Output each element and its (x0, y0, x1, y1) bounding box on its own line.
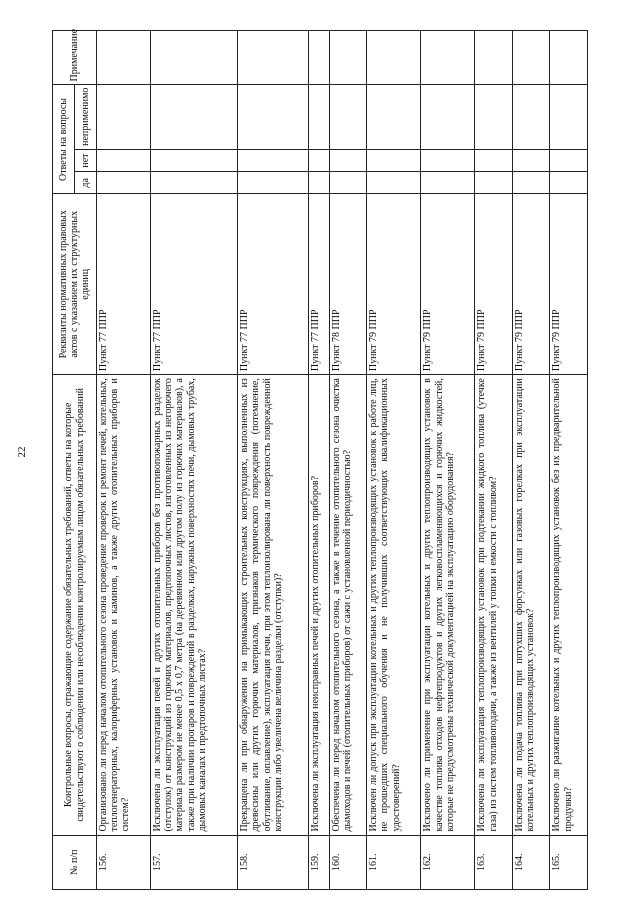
answer-no-cell[interactable] (97, 149, 151, 171)
row-question: Исключена ли эксплуатация неисправных печей и других отопительных приборов? (308, 375, 329, 835)
answer-yes-cell[interactable] (475, 172, 513, 194)
answer-no-cell[interactable] (329, 149, 367, 171)
answer-na-cell[interactable] (151, 85, 238, 149)
row-number: 160. (329, 835, 367, 889)
header-num: № п/п (53, 835, 97, 889)
table-row (550, 31, 588, 890)
row-number: 158. (238, 835, 309, 889)
row-question: Исключено ли применение при эксплуатации котельных и других теплопроизводящих установок в качестве топлива отходов нефтепродуктов и других легковоспламеняющихся и горючих жидкостей, которые не предусмотрены технической документацией на эксплуатацию оборудования? (421, 375, 475, 835)
table-row (97, 31, 151, 890)
row-number: 164. (512, 835, 550, 889)
answer-na-cell[interactable] (308, 85, 329, 149)
note-cell[interactable] (367, 31, 421, 86)
table-row (512, 31, 550, 890)
row-number: 163. (475, 835, 513, 889)
answer-yes-cell[interactable] (308, 172, 329, 194)
answer-na-cell[interactable] (367, 85, 421, 149)
answer-na-cell[interactable] (421, 85, 475, 149)
row-reference: Пункт 77 ППР (151, 194, 238, 375)
table-row (329, 31, 367, 890)
checklist-table (52, 30, 588, 890)
row-number: 162. (421, 835, 475, 889)
row-number: 165. (550, 835, 588, 889)
note-cell[interactable] (512, 31, 550, 86)
row-question: Исключено ли разжигание котельных и других теплопроизводящих установок без их предварительной продувки? (550, 375, 588, 835)
row-reference: Пункт 79 ППР (475, 194, 513, 375)
header-no: нет (75, 149, 97, 171)
row-number: 157. (151, 835, 238, 889)
answer-yes-cell[interactable] (329, 172, 367, 194)
answer-yes-cell[interactable] (97, 172, 151, 194)
header-note: Примечание (53, 31, 97, 86)
answer-yes-cell[interactable] (151, 172, 238, 194)
header-na: неприменимо (75, 85, 97, 149)
table-row (151, 31, 238, 890)
row-reference: Пункт 79 ППР (367, 194, 421, 375)
answer-no-cell[interactable] (308, 149, 329, 171)
header-question: Контрольные вопросы, отражающие содержание обязательных требований, ответы на которые свидетельствуют о соблюдении или несоблюдении контролируемым лицом обязательных требований (53, 375, 97, 835)
answer-na-cell[interactable] (512, 85, 550, 149)
table-row (367, 31, 421, 890)
note-cell[interactable] (238, 31, 309, 86)
row-number: 159. (308, 835, 329, 889)
answer-na-cell[interactable] (475, 85, 513, 149)
note-cell[interactable] (550, 31, 588, 86)
note-cell[interactable] (308, 31, 329, 86)
answer-yes-cell[interactable] (512, 172, 550, 194)
page-number: 22 (16, 446, 28, 458)
note-cell[interactable] (421, 31, 475, 86)
answer-na-cell[interactable] (238, 85, 309, 149)
answer-no-cell[interactable] (421, 149, 475, 171)
note-cell[interactable] (475, 31, 513, 86)
header-answers: Ответы на вопросы (53, 85, 75, 194)
row-reference: Пункт 77 ППР (308, 194, 329, 375)
answer-yes-cell[interactable] (421, 172, 475, 194)
row-question: Исключена ли эксплуатация теплопроизводящих установок при подтекании жидкого топлива (утечке газа) из систем топливоподачи, а также из вентилей у топки и емкости с топливом? (475, 375, 513, 835)
row-question: Организовано ли перед началом отопительного сезона проведение проверок и ремонт печей, котельных, теплогенераторных, калориферных установок и каминов, а также других отопительных приборов и систем? (97, 375, 151, 835)
note-cell[interactable] (329, 31, 367, 86)
header-yes: да (75, 172, 97, 194)
row-number: 161. (367, 835, 421, 889)
answer-yes-cell[interactable] (550, 172, 588, 194)
table-row (238, 31, 309, 890)
row-question: Исключен ли допуск при эксплуатации котельных и других теплопроизводящих установок к работе лиц, не прошедших специального обучения и не получивших соответствующих квалификационных удостоверений? (367, 375, 421, 835)
table-row (475, 31, 513, 890)
table-header (53, 28, 97, 890)
answer-no-cell[interactable] (367, 149, 421, 171)
rotated-table-container (52, 30, 588, 890)
answer-yes-cell[interactable] (238, 172, 309, 194)
note-cell[interactable] (151, 31, 238, 86)
answer-na-cell[interactable] (329, 85, 367, 149)
row-question: Прекращена ли при обнаружении на примыкающих строительных конструкциях, выполненных из древесины или других горючих материалов, признаков термического повреждения (потемнение, обугливание, оплавление), эксплуатация печи, при этом теплоизолирована ли поверхность поврежденной конструкции либо увеличена величина разделки (отступки)? (238, 375, 309, 835)
answer-yes-cell[interactable] (367, 172, 421, 194)
row-reference: Пункт 79 ППР (421, 194, 475, 375)
row-reference: Пункт 77 ППР (97, 194, 151, 375)
answer-na-cell[interactable] (97, 85, 151, 149)
row-number: 156. (97, 835, 151, 889)
answer-no-cell[interactable] (151, 149, 238, 171)
row-reference: Пункт 77 ППР (238, 194, 309, 375)
row-reference: Пункт 79 ППР (550, 194, 588, 375)
row-question: Исключена ли эксплуатация печей и других отопительных приборов без противопожарных разделок (отступок) от конструкций из горючих материалов, предтопочных листов, изготовленных из негорючего материала размером не менее 0,5 x 0,7 метра (на деревянном или другом полу из горючих материалов), а также при наличии прогаров и повреждений в разделках, наружных поверхностях печи, дымовых трубах, дымовых каналах и предтопочных листах? (151, 375, 238, 835)
note-cell[interactable] (97, 31, 151, 86)
answer-na-cell[interactable] (550, 85, 588, 149)
answer-no-cell[interactable] (512, 149, 550, 171)
answer-no-cell[interactable] (550, 149, 588, 171)
row-question: Обеспечена ли перед началом отопительного сезона, а также в течение отопительного сезона очистка дымоходов и печей (отопительных приборов) от сажи с установленной периодичностью? (329, 375, 367, 835)
header-requisites: Реквизиты нормативных правовых актов с указанием их структурных единиц (53, 194, 97, 375)
table-row (421, 31, 475, 890)
row-question: Исключена ли подача топлива при потухших форсунках или газовых горелках при эксплуатации котельных и других теплопроизводящих установок? (512, 375, 550, 835)
row-reference: Пункт 79 ППР (512, 194, 550, 375)
answer-no-cell[interactable] (475, 149, 513, 171)
table-row (308, 31, 329, 890)
answer-no-cell[interactable] (238, 149, 309, 171)
row-reference: Пункт 78 ППР (329, 194, 367, 375)
